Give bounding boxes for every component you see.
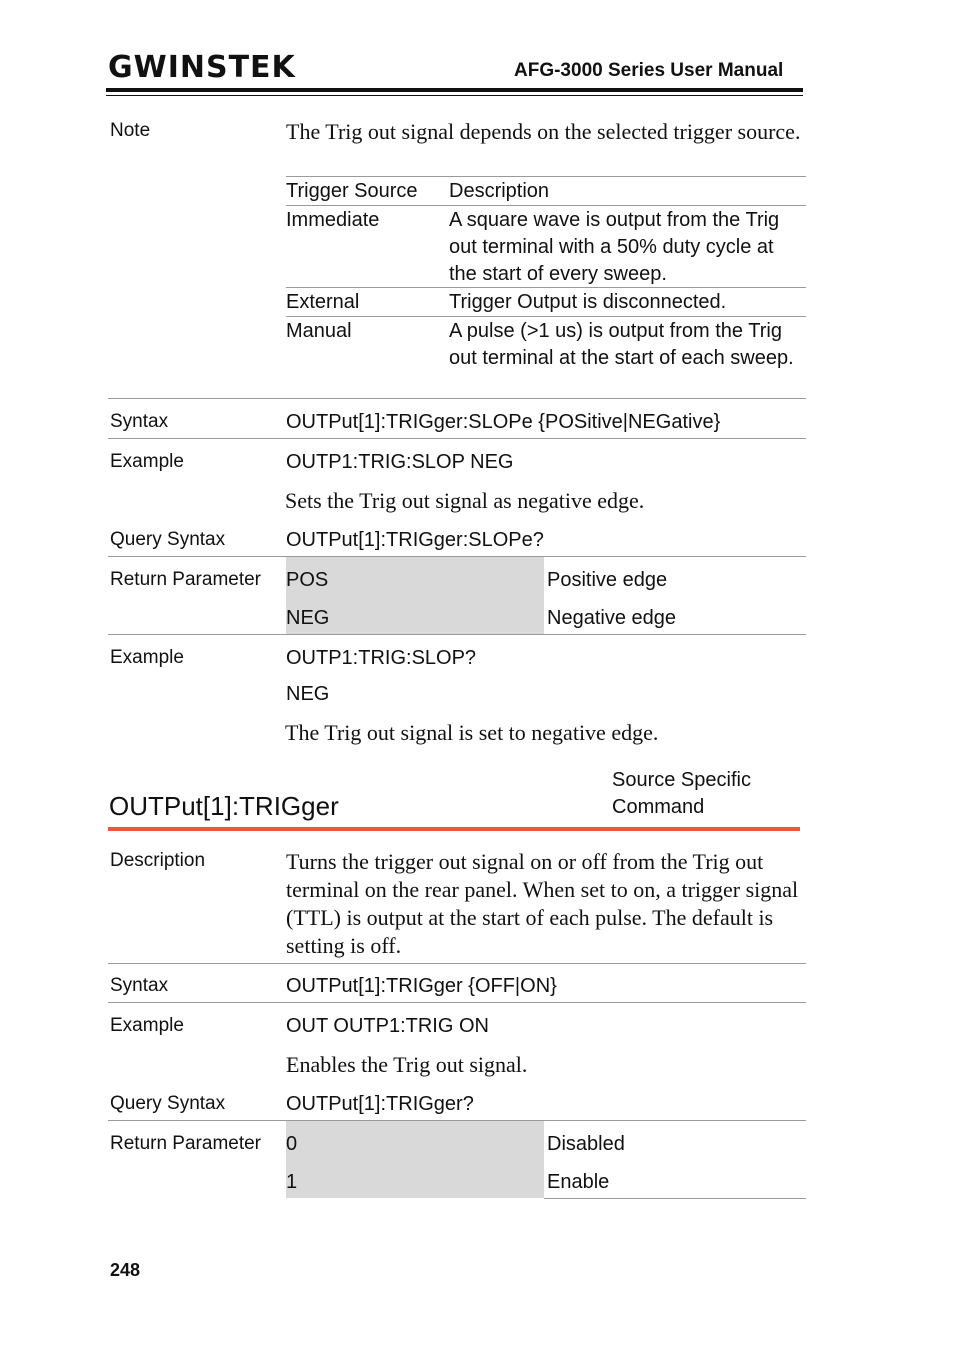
- header-rule-thin: [106, 95, 803, 96]
- query-syntax-command: OUTPut[1]:TRIGger:SLOPe?: [286, 529, 544, 551]
- return-param-value: POS: [286, 569, 329, 591]
- syntax-label: Syntax: [110, 411, 169, 432]
- table-rule: [286, 205, 806, 206]
- return-param-value: 0: [286, 1133, 298, 1155]
- return-param-shading: [286, 1121, 544, 1198]
- syntax-label: Syntax: [110, 975, 169, 996]
- syntax-command: OUTPut[1]:TRIGger:SLOPe {POSitive|NEGative}: [286, 411, 721, 433]
- table-cell-description: A square wave is output from the Trig out terminal with a 50% duty cycle at the start of every sweep.: [449, 209, 780, 285]
- example-label: Example: [110, 1015, 184, 1036]
- section-rule: [108, 634, 806, 635]
- return-param-description: Negative edge: [547, 607, 676, 629]
- section-rule: [108, 398, 806, 399]
- table-rule: [286, 176, 806, 177]
- command-tag-line2: Command: [612, 796, 705, 818]
- table-cell-source: Immediate: [286, 209, 380, 231]
- example-command: OUTP1:TRIG:SLOP?: [286, 647, 477, 669]
- example-command: OUT OUTP1:TRIG ON: [286, 1015, 489, 1037]
- return-param-value: NEG: [286, 607, 330, 629]
- heading-accent-rule: [108, 827, 800, 831]
- table-cell-source: External: [286, 291, 360, 313]
- section-rule: [108, 963, 806, 964]
- syntax-command: OUTPut[1]:TRIGger {OFF|ON}: [286, 975, 557, 997]
- example-label: Example: [110, 451, 184, 472]
- table-rule: [286, 287, 806, 288]
- section-rule: [544, 1198, 806, 1199]
- command-tag-line1: Source Specific: [612, 769, 751, 791]
- query-syntax-label: Query Syntax: [110, 1093, 226, 1114]
- page-number: 248: [110, 1260, 141, 1280]
- section-rule: [108, 438, 806, 439]
- query-syntax-command: OUTPut[1]:TRIGger?: [286, 1093, 474, 1115]
- query-syntax-label: Query Syntax: [110, 529, 226, 550]
- description-text: Turns the trigger out signal on or off from the Trig out terminal on the rear panel. When set to on, a trigger signal (TTL) is output at the start of each pulse. The default is setting is off.: [286, 849, 799, 958]
- note-label: Note: [110, 120, 151, 141]
- description-label: Description: [110, 850, 206, 871]
- table-header-source: Trigger Source: [286, 180, 418, 202]
- example-label: Example: [110, 647, 184, 668]
- manual-title: AFG-3000 Series User Manual: [514, 60, 784, 81]
- table-header-description: Description: [449, 180, 550, 202]
- example-description: The Trig out signal is set to negative edge.: [285, 720, 659, 745]
- command-heading: OUTPut[1]:TRIGger: [109, 791, 339, 821]
- table-rule: [286, 316, 806, 317]
- return-param-description: Disabled: [547, 1133, 625, 1155]
- example-description: Sets the Trig out signal as negative edge.: [285, 488, 645, 513]
- return-param-description: Positive edge: [547, 569, 668, 591]
- brand-logo: GWINSTEK: [108, 50, 296, 85]
- example-description: Enables the Trig out signal.: [286, 1052, 528, 1077]
- header-rule-thick: [106, 88, 803, 92]
- example-response: NEG: [286, 683, 330, 705]
- section-rule: [108, 1002, 806, 1003]
- table-cell-source: Manual: [286, 320, 352, 342]
- table-cell-description: A pulse (>1 us) is output from the Trig out terminal at the start of each sweep.: [449, 320, 794, 369]
- return-param-value: 1: [286, 1171, 298, 1193]
- return-param-description: Enable: [547, 1171, 610, 1193]
- note-text: The Trig out signal depends on the selected trigger source.: [286, 119, 801, 144]
- example-command: OUTP1:TRIG:SLOP NEG: [286, 451, 514, 473]
- return-parameter-label: Return Parameter: [110, 569, 262, 590]
- return-parameter-label: Return Parameter: [110, 1133, 262, 1154]
- table-cell-description: Trigger Output is disconnected.: [449, 291, 727, 313]
